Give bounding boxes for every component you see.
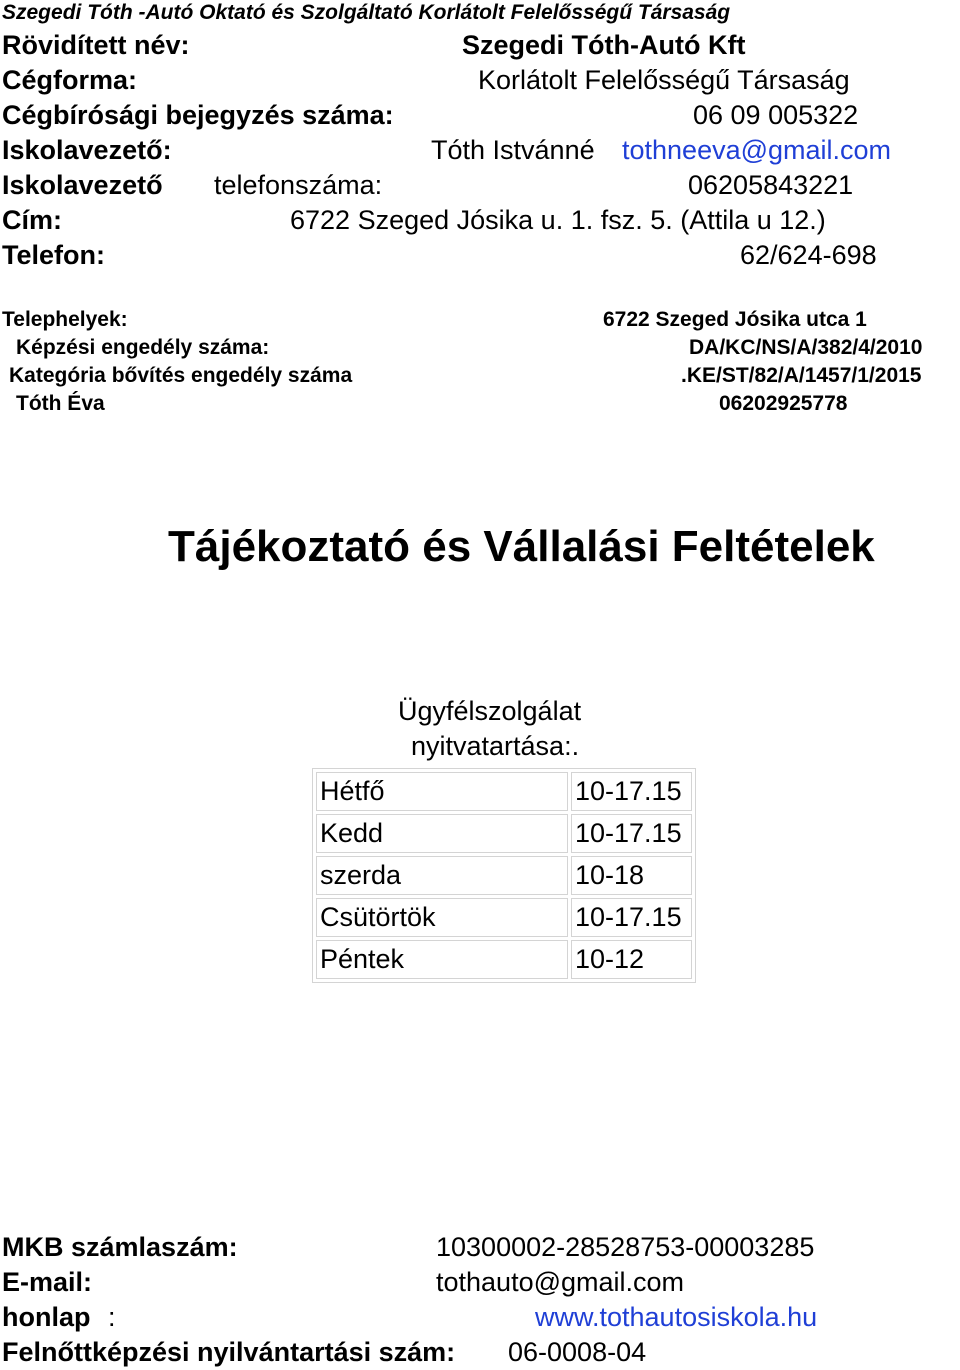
bank-label: MKB számlaszám:	[2, 1232, 238, 1262]
website-link[interactable]: www.tothautosiskola.hu	[535, 1302, 818, 1332]
address-value: 6722 Szeged Jósika u. 1. fsz. 5. (Attila u 12.)	[290, 205, 826, 235]
adult-ed-value: 06-0008-04	[508, 1337, 647, 1367]
contact-phone: 06202925778	[719, 392, 848, 415]
day-cell: Hétfő	[316, 772, 568, 811]
page-title: Tájékoztató és Vállalási Feltételek	[168, 522, 875, 571]
phone-value: 62/624-698	[740, 240, 877, 270]
sites-label: Telephelyek:	[2, 308, 128, 331]
company-full-name: Szegedi Tóth -Autó Oktató és Szolgáltató Korlátolt Felelősségű Társaság	[2, 1, 731, 24]
director-phone-label: Iskolavezető	[2, 170, 163, 200]
time-cell: 10-17.15	[571, 814, 692, 853]
table-row	[316, 814, 692, 853]
email-value: tothauto@gmail.com	[436, 1267, 685, 1297]
category-label: Kategória bővítés engedély száma	[9, 364, 353, 387]
category-value: .KE/ST/82/A/1457/1/2015	[681, 364, 922, 387]
bank-value: 10300002-28528753-00003285	[436, 1232, 815, 1262]
time-cell: 10-12	[571, 940, 692, 979]
short-name-value: Szegedi Tóth-Autó Kft	[462, 30, 746, 60]
time-cell: 10-18	[571, 856, 692, 895]
time-cell: 10-17.15	[571, 772, 692, 811]
director-label: Iskolavezető:	[2, 135, 172, 165]
sites-value: 6722 Szeged Jósika utca 1	[603, 308, 867, 331]
director-email-link[interactable]: tothneeva@gmail.com	[622, 135, 892, 165]
opening-hours-table	[312, 768, 696, 983]
contact-name: Tóth Éva	[16, 392, 105, 415]
registry-label: Cégbírósági bejegyzés száma:	[2, 100, 394, 130]
license-value: DA/KC/NS/A/382/4/2010	[689, 336, 923, 359]
table-row	[316, 856, 692, 895]
opening-hours-heading-line2: nyitvatartása:.	[411, 731, 580, 761]
table-row	[316, 772, 692, 811]
company-form-value: Korlátolt Felelősségű Társaság	[478, 65, 850, 95]
address-label: Cím:	[2, 205, 62, 235]
web-label: honlap	[2, 1302, 91, 1332]
day-cell: Kedd	[316, 814, 568, 853]
phone-label: Telefon:	[2, 240, 105, 270]
email-label: E-mail:	[2, 1267, 93, 1297]
license-label: Képzési engedély száma:	[16, 336, 270, 359]
director-name: Tóth Istvánné	[431, 135, 595, 165]
time-cell: 10-17.15	[571, 898, 692, 937]
web-label-colon: :	[108, 1302, 116, 1332]
opening-hours-heading-line1: Ügyfélszolgálat	[398, 696, 582, 726]
day-cell: szerda	[316, 856, 568, 895]
day-cell: Csütörtök	[316, 898, 568, 937]
director-phone-label-suffix: telefonszáma:	[214, 170, 383, 200]
company-form-label: Cégforma:	[2, 65, 138, 95]
director-phone-value: 06205843221	[688, 170, 854, 200]
short-name-label: Rövidített név:	[2, 30, 190, 60]
day-cell: Péntek	[316, 940, 568, 979]
table-row	[316, 898, 692, 937]
registry-value: 06 09 005322	[693, 100, 859, 130]
adult-ed-label: Felnőttképzési nyilvántartási szám:	[2, 1337, 456, 1367]
table-row	[316, 940, 692, 979]
